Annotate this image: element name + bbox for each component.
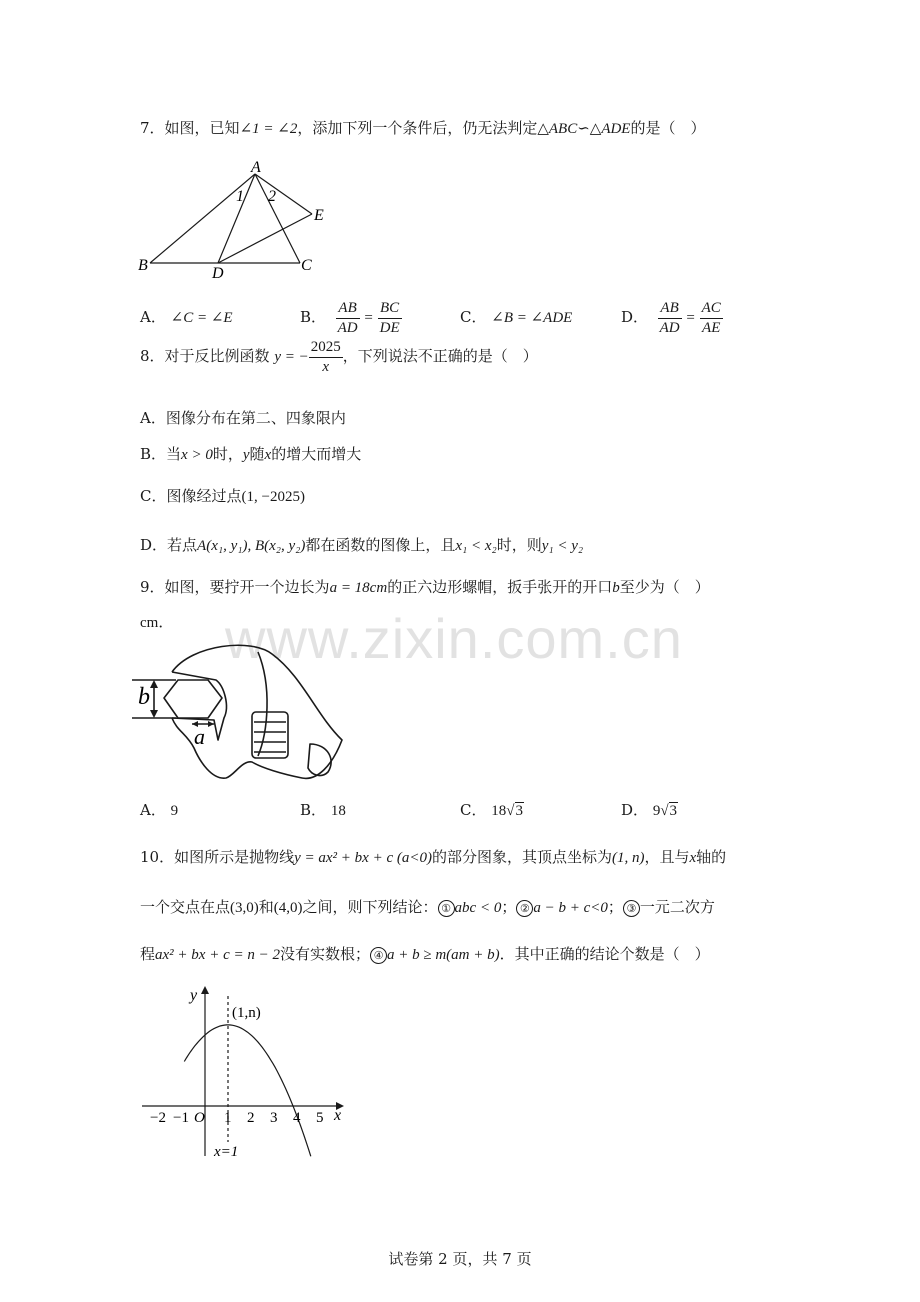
tick-label: −1 — [173, 1110, 189, 1126]
tick-label: 4 — [293, 1110, 301, 1126]
text: 一个交点在点 — [140, 898, 231, 916]
math: (1, n) — [611, 850, 645, 866]
q9-stem — [140, 577, 710, 598]
q8-option-d[interactable] — [140, 535, 583, 556]
tick-label: 5 — [316, 1110, 324, 1126]
option-text: 18 — [330, 803, 346, 819]
q9-option-b-letter: B． — [300, 801, 327, 819]
frac-den: AD — [337, 319, 358, 336]
q8-stem — [140, 336, 538, 377]
q7-option-a-text: ∠C = ∠E — [170, 310, 233, 326]
frac-den: DE — [379, 319, 400, 336]
q7-stem-b: ，添加下列一个条件后，仍无法判定 — [297, 119, 538, 137]
q10-line-2: 一个交点在点(3,0)和(4,0)之间，则下列结论： ① abc < 0； ② a − b + c<0； ③ 一元二次方 — [140, 898, 715, 916]
q7-option-d-frac1 — [658, 299, 682, 338]
q7-stem-c: 的是（ ） — [630, 119, 706, 137]
text: 和 — [258, 898, 274, 916]
q7-stem-a: 如图，已知 — [164, 119, 240, 137]
seg-ac — [255, 174, 300, 263]
text: ．其中正确的结论个数是（ ） — [499, 945, 710, 963]
text: 如图，要拧开一个边长为 — [164, 578, 330, 596]
text: 一元二次方 — [639, 898, 715, 916]
math: abc < 0 — [454, 900, 502, 916]
math: y = ax² + bx + c (a<0) — [294, 850, 432, 866]
x-axis-label: x — [334, 1107, 342, 1124]
text: 的增大而增大 — [271, 445, 362, 463]
wrench-label-b: b — [138, 684, 150, 710]
math: b — [612, 580, 620, 596]
unit: cm． — [140, 615, 174, 631]
q7-stem — [140, 118, 706, 139]
label-angle-1: 1 — [236, 188, 244, 205]
q10-number: 10． — [140, 848, 175, 866]
text: 图像经过点 — [166, 487, 242, 505]
math: (1, −2025) — [241, 489, 305, 505]
q9-option-b[interactable] — [300, 800, 346, 821]
circled-2: ② — [516, 900, 533, 917]
math: y₁ < y₂ — [541, 538, 584, 554]
text: ，且与 — [644, 848, 690, 866]
text: 至少为（ ） — [619, 578, 710, 596]
q7-angle-given: ∠1 = ∠2 — [239, 121, 298, 137]
q7-option-b-letter: B． — [300, 308, 327, 326]
frac-den: AE — [702, 319, 721, 336]
text: 当 — [166, 445, 182, 463]
label-angle-2: 2 — [268, 188, 276, 205]
q10-line-3 — [140, 944, 710, 965]
q9-option-a-letter: A． — [140, 801, 166, 819]
math: x > 0 — [181, 447, 213, 463]
math: a + b ≥ m(am + b) — [387, 947, 500, 963]
q7-option-d-letter: D． — [621, 308, 649, 326]
math: y — [242, 447, 250, 463]
arrowhead — [150, 680, 158, 688]
frac-num: BC — [378, 299, 402, 319]
q9-option-c-letter: C． — [460, 801, 487, 819]
seg-ae — [255, 174, 312, 214]
q8-option-a-text: 图像分布在第二、四象限内 — [165, 409, 346, 427]
label-e: E — [314, 207, 324, 224]
text: 若点 — [167, 536, 198, 554]
coef: 9 — [652, 803, 661, 819]
q8-func-frac — [309, 338, 343, 377]
q7-option-b-frac1 — [336, 299, 360, 338]
text: 的部分图象，其顶点坐标为 — [431, 848, 612, 866]
hexagon-nut — [164, 680, 222, 718]
q9-option-d[interactable] — [621, 800, 678, 821]
circled-3: ③ — [623, 900, 640, 917]
q8-option-a[interactable] — [140, 408, 346, 428]
math: a = 18cm — [329, 580, 388, 596]
tick-label: 3 — [270, 1110, 278, 1126]
page-footer: 试卷第 2 页，共 7 页 — [388, 1250, 532, 1268]
seg-de — [218, 214, 312, 263]
q7-triangle-figure — [130, 150, 340, 285]
wrench-inner-curve — [258, 652, 267, 756]
text: 如图所示是抛物线 — [174, 848, 295, 866]
text: 的正六边形螺帽，扳手张开的开口 — [387, 578, 613, 596]
q8-option-b-letter: B． — [140, 445, 167, 463]
q9-option-d-letter: D． — [621, 801, 649, 819]
q7-option-c[interactable] — [460, 307, 572, 328]
q8-option-c-letter: C． — [140, 487, 167, 505]
q7-similar: △ABC∽△ADE — [537, 121, 631, 137]
frac-num: 2025 — [309, 338, 343, 358]
radicand: 3 — [669, 803, 678, 819]
y-arrow — [201, 986, 209, 994]
math: (3,0) — [230, 900, 259, 916]
frac-den: AD — [659, 319, 680, 336]
option-text: 9 — [170, 803, 179, 819]
tick-label: 1 — [224, 1110, 232, 1126]
arrowhead — [150, 710, 158, 718]
eq-sign: = — [686, 310, 695, 326]
tick-label: 2 — [247, 1110, 255, 1126]
text: 都在函数的图像上，且 — [305, 536, 456, 554]
frac-den: x — [322, 358, 330, 375]
q10-line-1 — [140, 847, 726, 868]
q9-option-d-sqrt: 9√3 — [652, 803, 678, 819]
q7-option-d[interactable] — [621, 297, 723, 338]
text: 轴的 — [696, 848, 727, 866]
q8-option-a-letter: A． — [140, 409, 166, 427]
circled-1: ① — [438, 900, 455, 917]
symmetry-axis-label: x=1 — [214, 1144, 239, 1160]
origin-label: O — [194, 1110, 205, 1126]
q7-option-d-frac2 — [700, 299, 723, 338]
text: 之间，则下列结论： — [302, 898, 438, 916]
q7-option-c-letter: C． — [460, 308, 487, 326]
q8-func-lhs: y = − — [274, 349, 309, 365]
eq-sign: = — [364, 310, 373, 326]
q9-option-c[interactable] — [460, 800, 524, 821]
q8-stem-a: 对于反比例函数 — [164, 347, 270, 365]
arrowhead — [208, 721, 214, 727]
handle-hole — [308, 744, 331, 775]
q10-parabola-figure — [138, 984, 353, 1164]
q7-option-b[interactable] — [300, 297, 402, 338]
q7-option-a[interactable] — [140, 307, 233, 328]
q7-option-b-frac2 — [378, 299, 402, 338]
q9-wrench-figure — [132, 636, 352, 786]
math: x — [264, 447, 272, 463]
watermark: www.zixin.com.cn — [225, 607, 683, 670]
q9-number: 9． — [140, 578, 165, 596]
q7-number: 7． — [140, 119, 165, 137]
q7-option-c-text: ∠B = ∠ADE — [491, 310, 573, 326]
text: 程 — [140, 945, 156, 963]
frac-num: AB — [336, 299, 360, 319]
vertex-label: (1,n) — [232, 1005, 261, 1021]
tick-labels — [150, 1110, 324, 1126]
text: 时， — [212, 445, 243, 463]
coef: 18 — [491, 803, 507, 819]
frac-num: AB — [658, 299, 682, 319]
math: ax² + bx + c = n − 2 — [155, 947, 280, 963]
q9-unit — [140, 612, 173, 633]
text: 没有实数根； — [279, 945, 370, 963]
label-a: A — [251, 159, 261, 176]
q8-number: 8． — [140, 347, 165, 365]
parabola-curve — [184, 1025, 310, 1156]
frac-num: AC — [700, 299, 723, 319]
q8-option-c[interactable] — [140, 486, 305, 507]
worm-screw — [252, 712, 288, 758]
math: a − b + c<0 — [533, 900, 608, 916]
label-d: D — [212, 265, 224, 282]
math: x₁ < x₂ — [455, 538, 497, 554]
text: 时，则 — [496, 536, 542, 554]
circled-4: ④ — [370, 947, 387, 964]
math: (4,0) — [273, 900, 303, 916]
q9-option-a[interactable] — [140, 800, 178, 821]
label-c: C — [301, 257, 312, 274]
wrench-label-a: a — [194, 724, 205, 749]
y-axis-label: y — [190, 987, 198, 1004]
q8-option-b[interactable] — [140, 444, 361, 465]
q8-option-d-letter: D． — [140, 536, 168, 554]
math: A(x₁, y₁), B(x₂, y₂) — [197, 538, 306, 554]
q9-option-c-sqrt: 18√3 — [491, 803, 523, 819]
tick-label: −2 — [150, 1110, 166, 1126]
q7-option-a-letter: A． — [140, 308, 166, 326]
radicand: 3 — [515, 803, 523, 819]
label-b: B — [138, 257, 148, 274]
q8-stem-b: ，下列说法不正确的是（ ） — [342, 347, 538, 365]
text: 随 — [249, 445, 265, 463]
math: x — [689, 850, 697, 866]
